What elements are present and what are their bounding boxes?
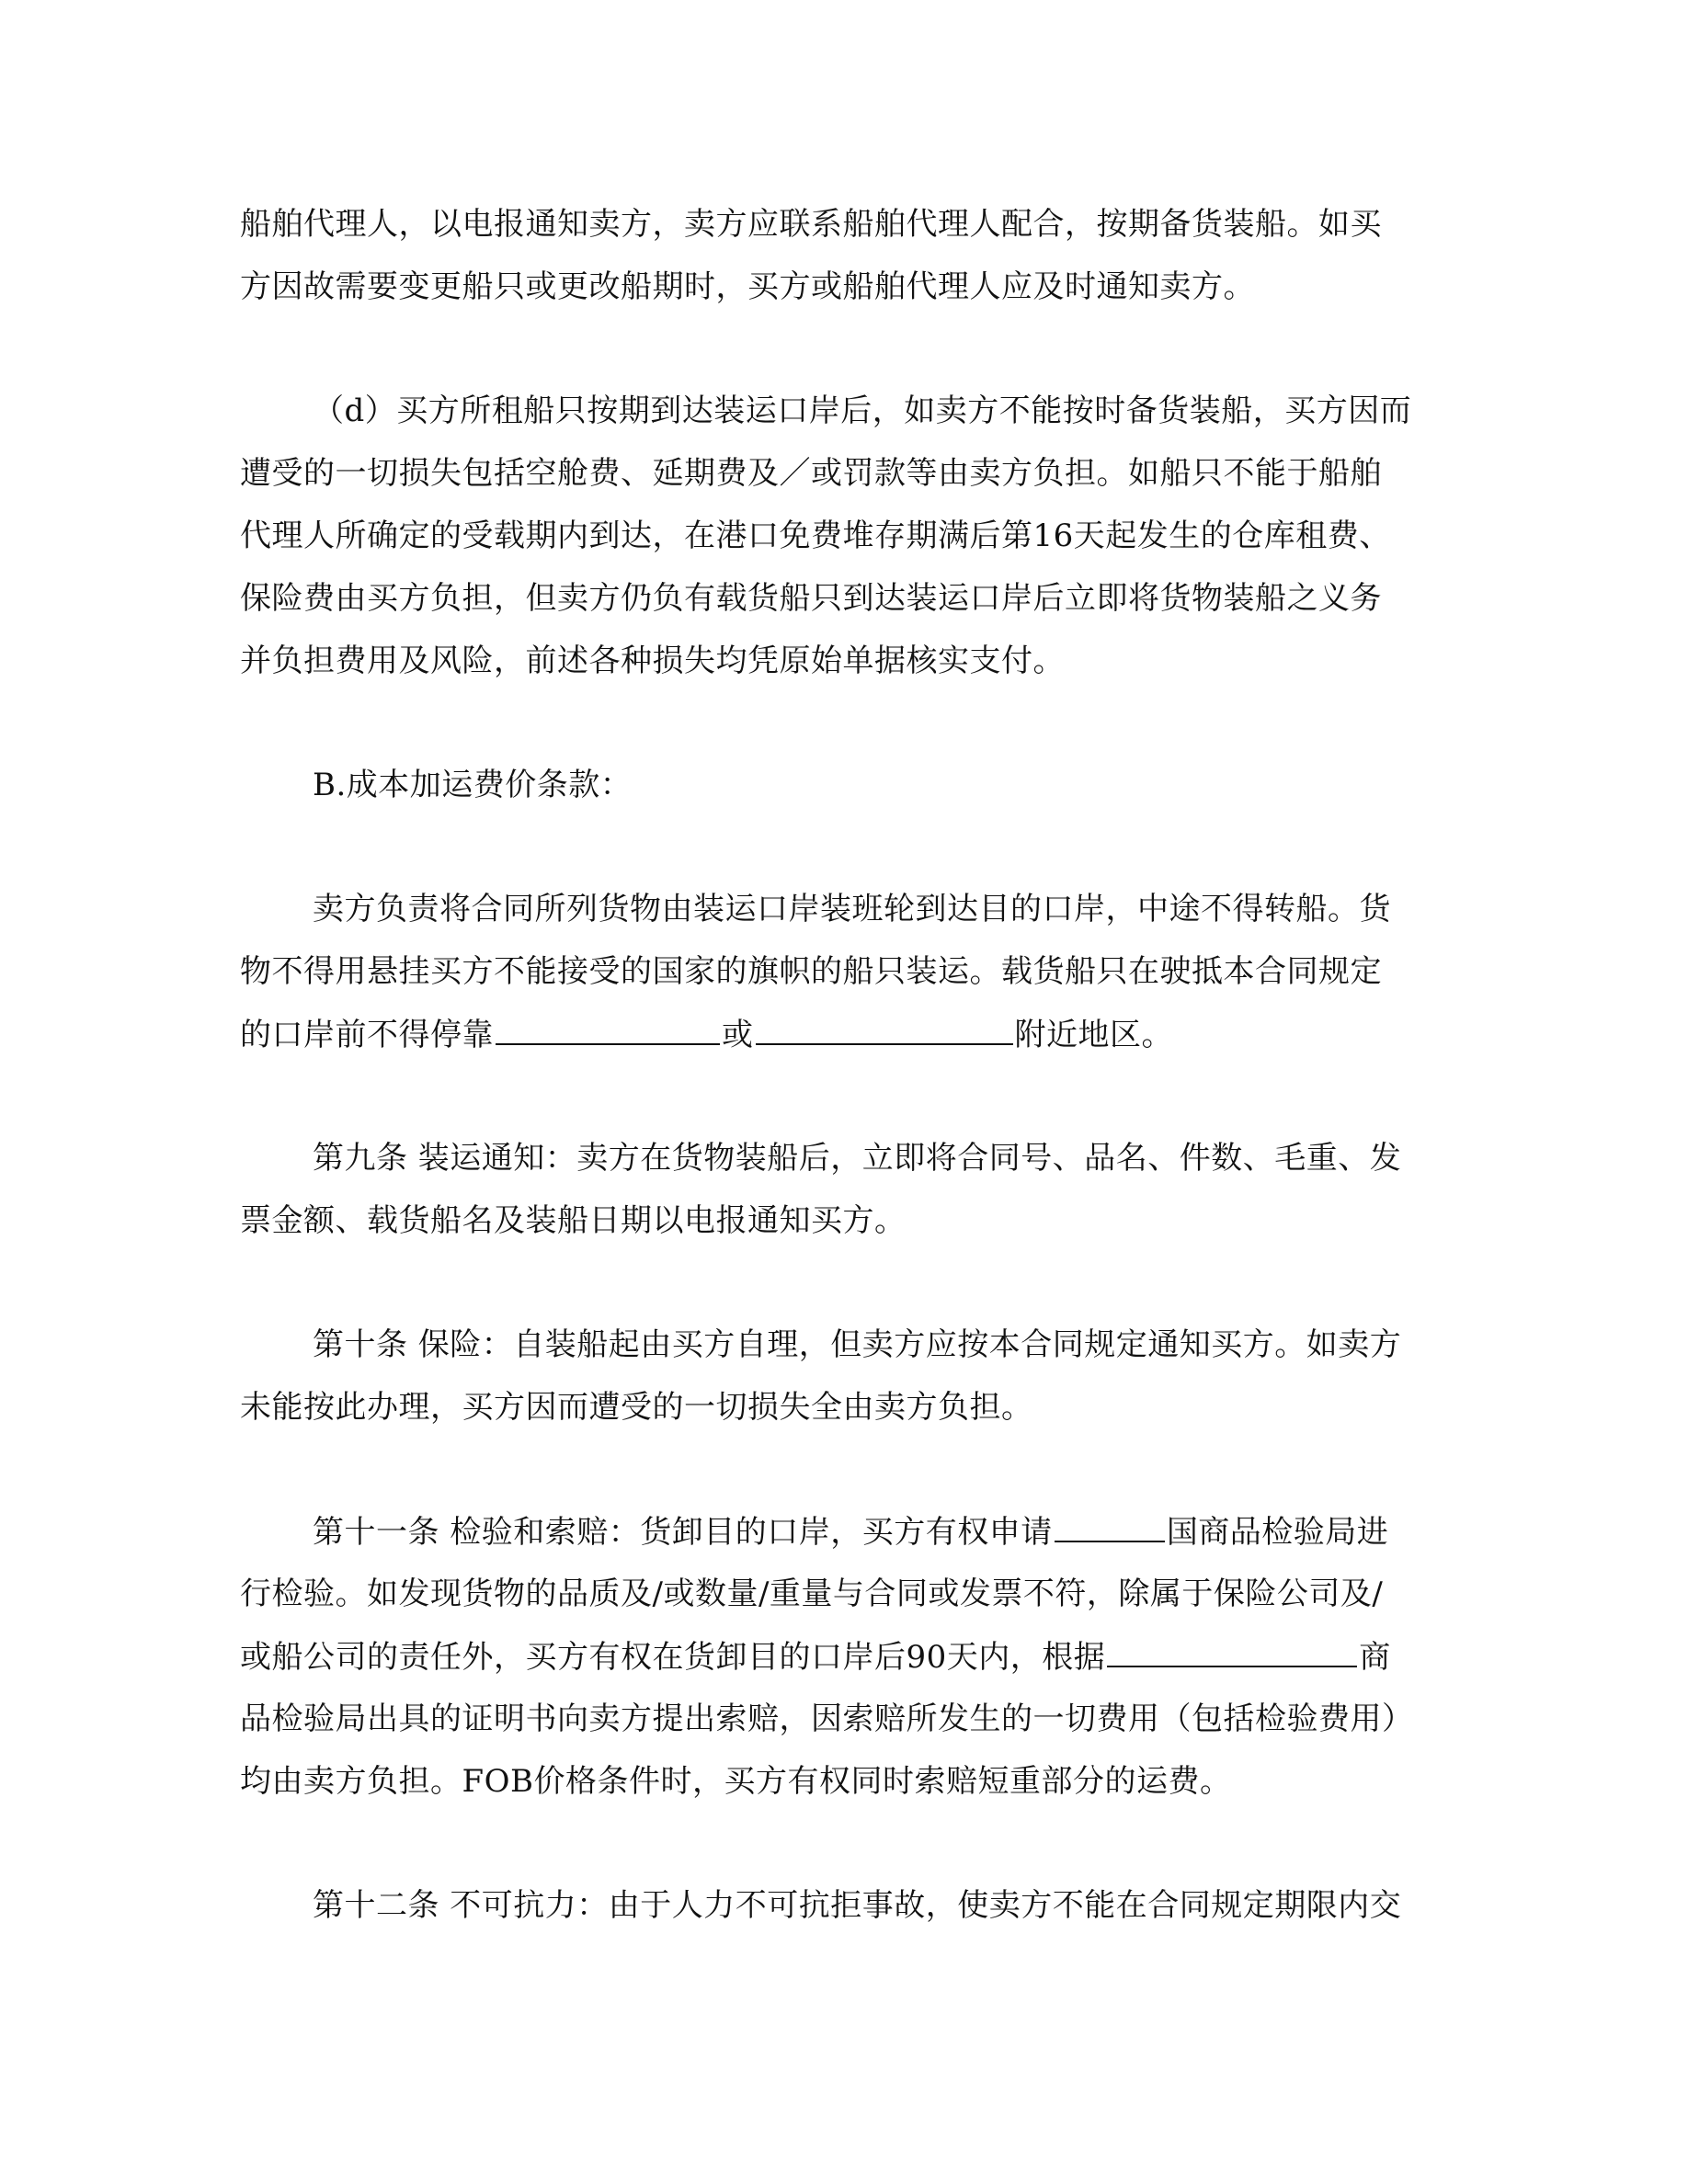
paragraph-4-line-2: 物不得用悬挂买方不能接受的国家的旗帜的船只装运。载货船只在驶抵本合同规定 <box>240 953 1382 990</box>
paragraph-1-line-2: 方因故需要变更船只或更改船期时，买方或船舶代理人应及时通知卖方。 <box>240 268 1255 305</box>
paragraph-2-line-3: 代理人所确定的受载期内到达，在港口免费堆存期满后第16天起发生的仓库租费、 <box>240 518 1391 554</box>
paragraph-4-line-3-middle: 或 <box>722 1017 754 1053</box>
paragraph-8-line-1: 第十二条 不可抗力：由于人力不可抗拒事故，使卖方不能在合同规定期限内交 <box>313 1887 1402 1924</box>
fill-in-blank-port-1[interactable] <box>496 1010 720 1045</box>
paragraph-7-line-4: 品检验局出具的证明书向卖方提出索赔，因索赔所发生的一切费用（包括检验费用） <box>240 1701 1414 1737</box>
paragraph-5-line-1: 第九条 装运通知：卖方在货物装船后，立即将合同号、品名、件数、毛重、发 <box>313 1140 1402 1177</box>
paragraph-7-line-1-after: 国商品检验局进 <box>1166 1514 1389 1551</box>
fill-in-blank-country[interactable] <box>1055 1507 1165 1542</box>
paragraph-7-line-1 <box>313 1507 1508 1555</box>
paragraph-5-line-2: 票金额、载货船名及装船日期以电报通知买方。 <box>240 1202 907 1239</box>
paragraph-7-line-3 <box>240 1632 1435 1680</box>
paragraph-4-line-1: 卖方负责将合同所列货物由装运口岸装班轮到达目的口岸，中途不得转船。货 <box>313 891 1391 927</box>
paragraph-2-line-2: 遭受的一切损失包括空舱费、延期费及／或罚款等由卖方负担。如船只不能于船舶 <box>240 455 1382 492</box>
paragraph-4-line-3-before: 的口岸前不得停靠 <box>240 1017 494 1053</box>
paragraph-6-line-2: 未能按此办理，买方因而遭受的一切损失全由卖方负担。 <box>240 1389 1033 1426</box>
paragraph-4-line-3-after: 附近地区。 <box>1014 1017 1173 1053</box>
paragraph-7-line-5: 均由卖方负担。FOB价格条件时，买方有权同时索赔短重部分的运费。 <box>240 1763 1232 1800</box>
paragraph-7-line-3-before: 或船公司的责任外，买方有权在货卸目的口岸后90天内，根据 <box>240 1639 1106 1676</box>
fill-in-blank-port-2[interactable] <box>756 1010 1013 1045</box>
paragraph-2-line-4: 保险费由买方负担，但卖方仍负有载货船只到达装运口岸后立即将货物装船之义务 <box>240 580 1382 617</box>
paragraph-6-line-1: 第十条 保险：自装船起由买方自理，但卖方应按本合同规定通知买方。如卖方 <box>313 1326 1402 1363</box>
paragraph-7-line-3-after: 商 <box>1359 1639 1391 1676</box>
paragraph-1-line-1: 船舶代理人，以电报通知卖方，卖方应联系船舶代理人配合，按期备货装船。如买 <box>240 206 1382 243</box>
paragraph-7-line-1-before: 第十一条 检验和索赔：货卸目的口岸，买方有权申请 <box>313 1514 1053 1551</box>
paragraph-4-line-3 <box>240 1010 1435 1058</box>
paragraph-3-heading: B.成本加运费价条款： <box>313 767 633 803</box>
fill-in-blank-inspection-bureau[interactable] <box>1107 1632 1357 1667</box>
paragraph-2-line-1: （d）买方所租船只按期到达装运口岸后，如卖方不能按时备货装船，买方因而 <box>313 392 1412 429</box>
paragraph-2-line-5: 并负担费用及风险，前述各种损失均凭原始单据核实支付。 <box>240 643 1065 679</box>
paragraph-7-line-2: 行检验。如发现货物的品质及/或数量/重量与合同或发票不符，除属于保险公司及/ <box>240 1575 1384 1612</box>
